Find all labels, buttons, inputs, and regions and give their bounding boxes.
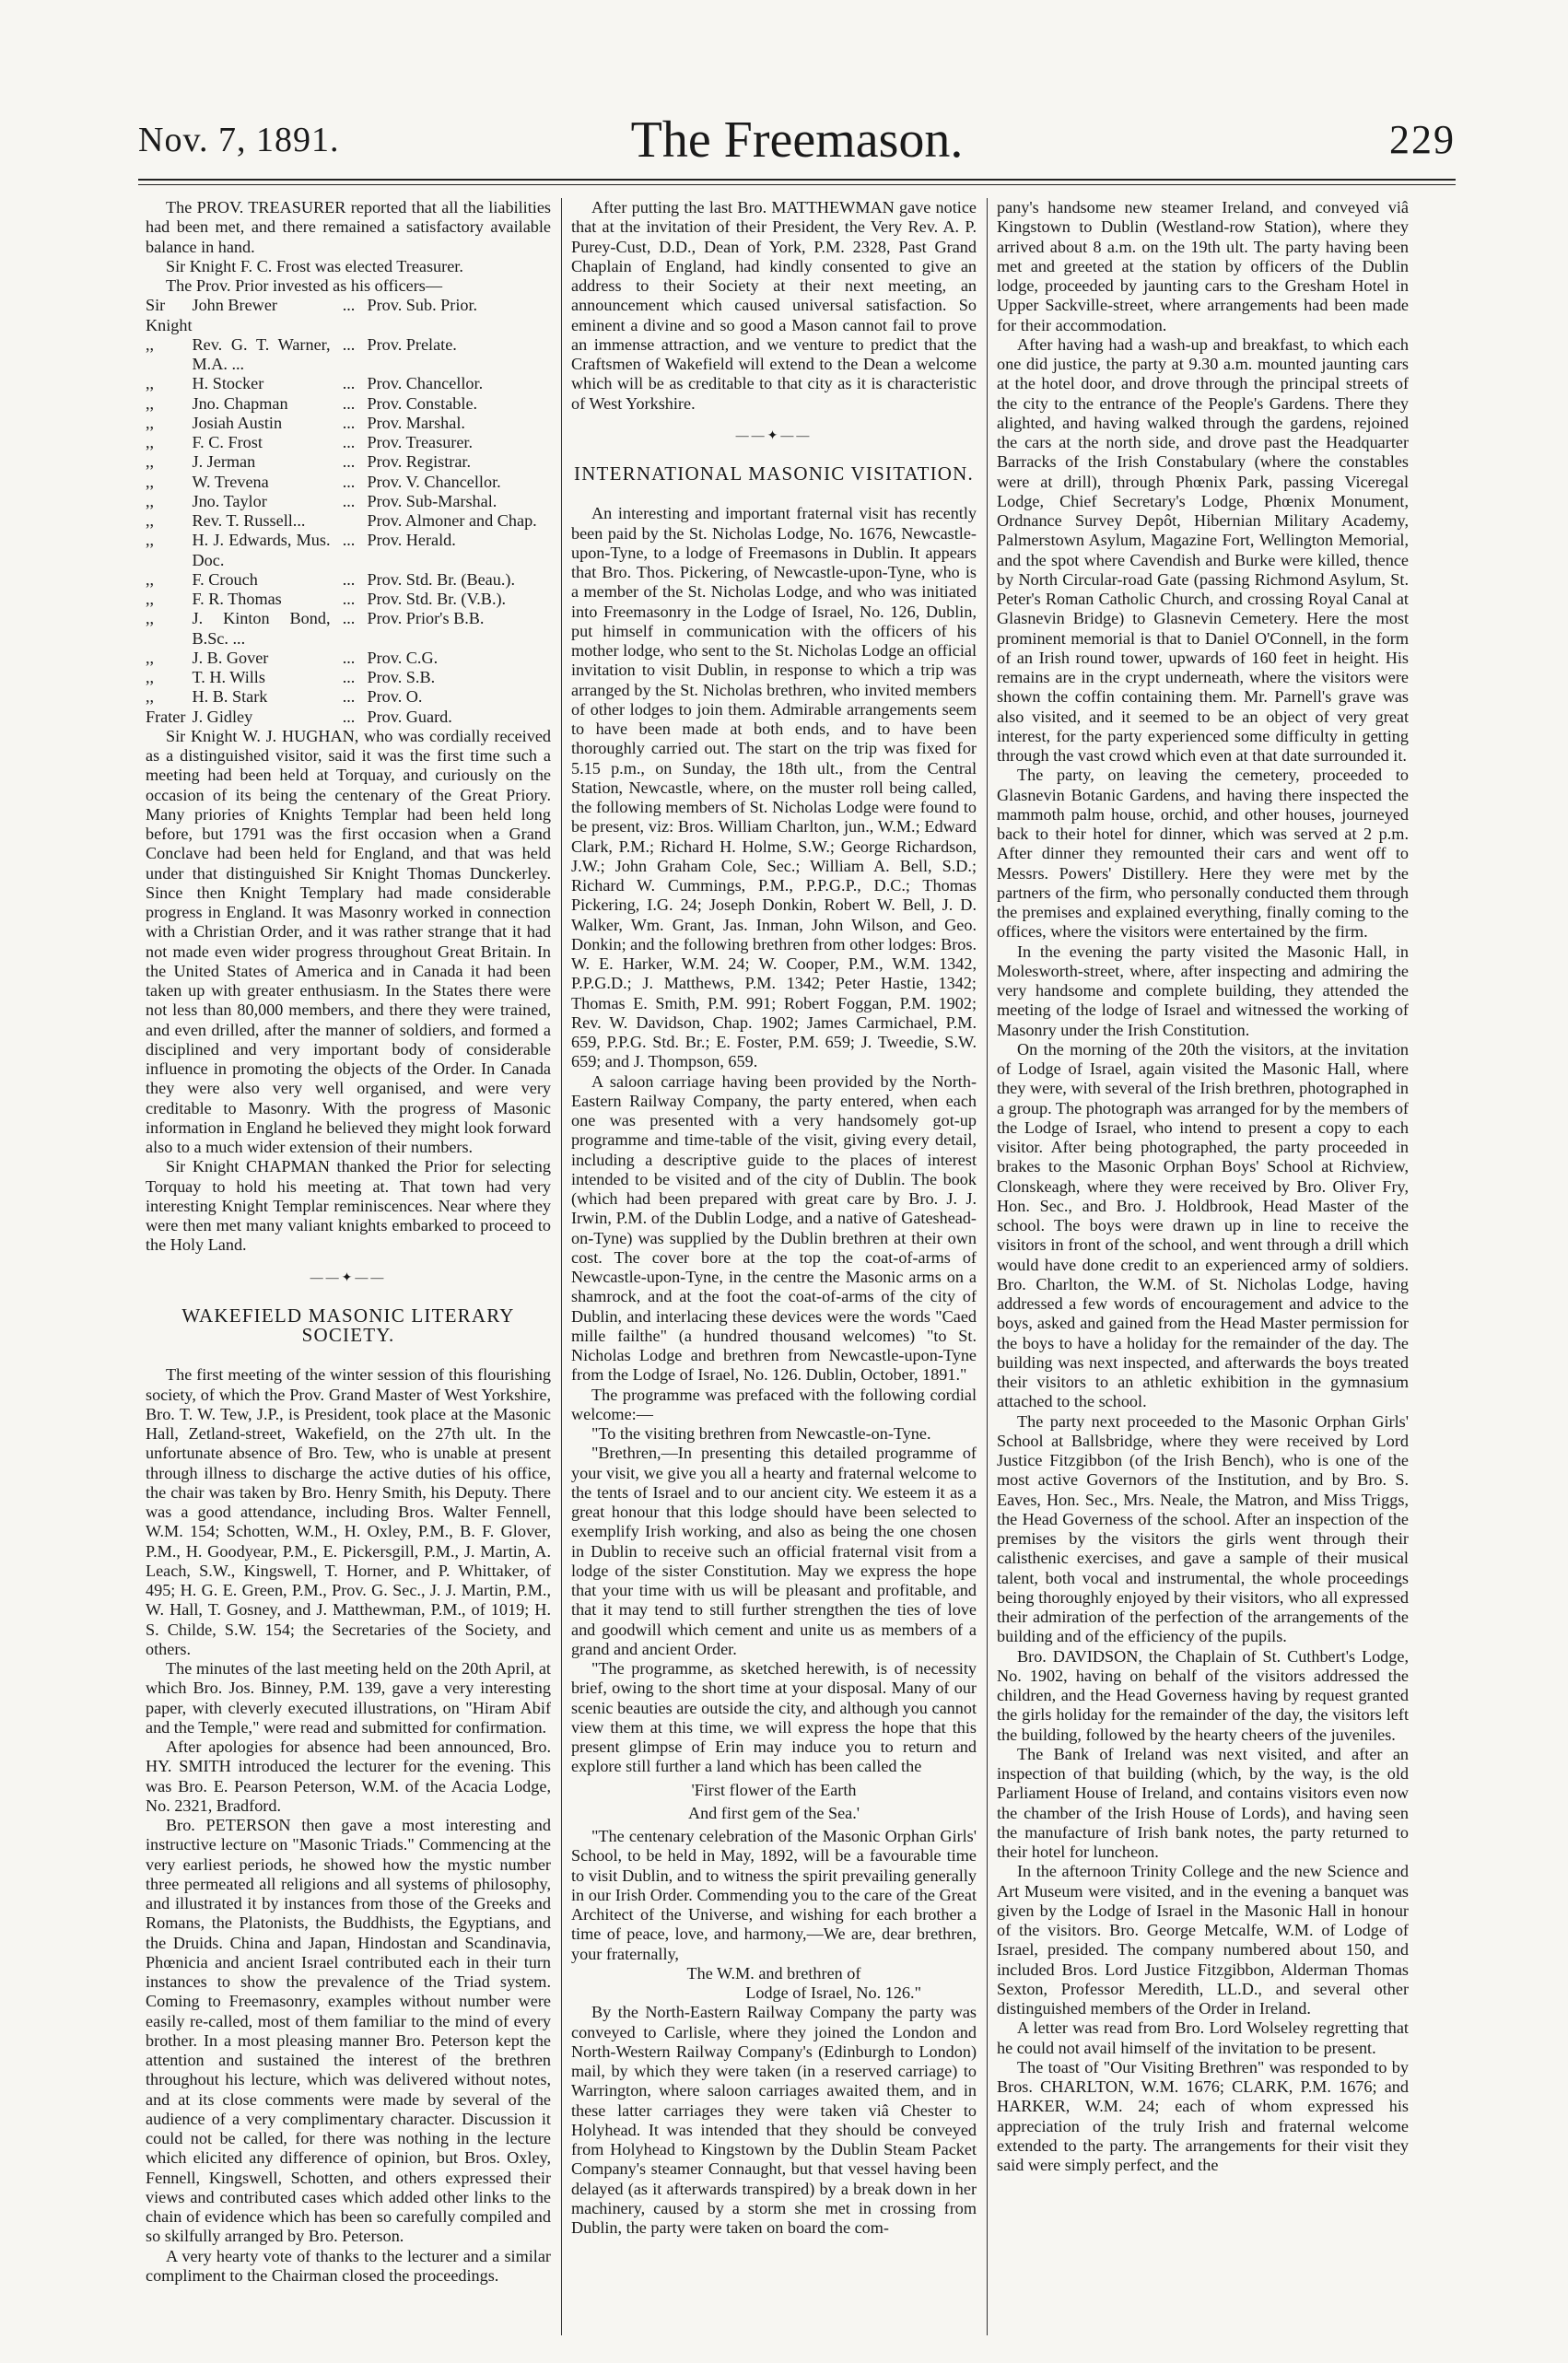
paragraph: The toast of "Our Visiting Brethren" was responded to by Bros. CHARLTON, W.M. 1676; CLARK, P.M. 1676; and HARKER, W.M. 24; each of whom expressed his appreciation of the truly Irish and fraternal welcome extended to the party. The arrangements for their visit they said were simply perfect, and the (997, 2057, 1409, 2174)
officer-name: W. Trevena (192, 472, 269, 491)
signoff-line: Lodge of Israel, No. 126." (745, 1983, 921, 2002)
officer-prefix: ,, (146, 668, 155, 686)
officer-prefix: ,, (146, 569, 155, 589)
paragraph: The party next proceeded to the Masonic Orphan Girls' School at Ballsbridge, where they were received by Lord Justice Fitzgibbon (of the Irish Bench), who is one of the most active Governors of the Institution, and by Bro. S. Eaves, Hon. Sec., Mrs. Neale, the Matron, and Miss Triggs, the Head Governess of the school. After an inspection of the premises by the visitors the girls went through their calisthenic exercises, and gave a sample of their musical talent, both vocal and instrumental, the whole proceedings being thoroughly enjoyed by their visitors, who all expressed their admiration of the perfection of the arrangements of the building and of the efficiency of the pupils. (997, 1411, 1409, 1646)
paragraph: An interesting and important fraternal visit has recently been paid by the St. Nicholas Lodge, No. 1676, Newcastle-upon-Tyne, to a lodge of Freemasons in Dublin. It appears that Bro. Thos. Pickering, of Newcastle-upon-Tyne, who is a member of the St. Nicholas Lodge, and who was initiated into Freemasonry in the Lodge of Israel, No. 126, Dublin, put himself in communication with the officers of his mother lodge, who sent to the St. Nicholas Lodge an official invitation to visit Dublin, in response to which a trip was arranged by the St. Nicholas brethren, who invited members of other lodges to join them. Admirable arrangements seem to have been made at both ends, and to have been thoroughly carried out. The start on the trip was fixed for 5.15 p.m., on Sunday, the 18th ult., from the Central Station, Newcastle, where, on the muster roll being called, the following members of St. Nicholas Lodge were found to be present, viz: Bros. William Charlton, jun., W.M.; Edward Clark, P.M.; Richard H. Holme, S.W.; George Richardson, J.W.; John Graham Cole, Sec.; William A. Bell, S.D.; Richard W. Cummings, P.M., P.P.G.P., D.C.; Thomas Pickering, I.G. 24; Joseph Donkin, Robert W. Bell, J. D. Walker, Wm. Grant, Jas. Inman, John Wilson, and Geo. Donkin; and the following brethren from other lodges: Bros. W. E. Harker, W.M. 24; W. Cooper, P.M., W.M. 1342, P.P.G.D.; J. Matthews, P.M. 1342; Peter Hastie, 1342; Thomas E. Smith, P.M. 991; Robert Foggan, P.M. 1902; Rev. W. Davidson, Chap. 1902; James Carmichael, P.M. 659, P.P.G. Std. Br.; E. Foster, P.M. 659; J. Tweedie, S.W. 659; and J. Thompson, 659. (571, 504, 977, 1071)
paragraph: In the evening the party visited the Masonic Hall, in Molesworth-street, where, after inspecting and admiring the very handsome and complete building, they attended the meeting of the lodge of Israel and witnessed the working of Masonry under the Irish Constitution. (997, 942, 1409, 1039)
officer-dots: ... (342, 569, 356, 589)
officer-name: F. R. Thomas (192, 590, 282, 608)
officer-prefix: ,, (146, 491, 155, 510)
officer-prefix: Sir Knight (146, 296, 193, 334)
officer-dots: ... (342, 491, 356, 510)
column-3 (997, 198, 1409, 2335)
officer-row (146, 374, 551, 393)
column-divider (561, 198, 562, 2335)
officer-dots: ... (342, 452, 356, 472)
officer-name: Josiah Austin (192, 413, 283, 432)
officer-prefix: ,, (146, 413, 155, 432)
officer-name: H. B. Stark (192, 687, 268, 707)
officer-row (146, 570, 551, 590)
officer-row (146, 609, 551, 649)
officers-list (146, 296, 551, 727)
paragraph: In the afternoon Trinity College and the new Science and Art Museum were visited, and in the evening a banquet was given by the Lodge of Israel in the Masonic Hall in honour of the visitors. Bro. George Metcalfe, W.M. of Lodge of Israel, presided. The company numbered about 150, and included Bros. Lord Justice Fitzgibbon, Alderman Thomas Sexton, Professor Meredith, LL.D., and several other distinguished members of the Order in Ireland. (997, 1862, 1409, 2018)
masthead-rule (138, 179, 1456, 181)
officer-dots (331, 511, 368, 531)
paragraph: "To the visiting brethren from Newcastle-on-Tyne. (591, 1424, 931, 1443)
paragraph: By the North-Eastern Railway Company the party was conveyed to Carlisle, where they joined the London and North-Western Railway Company's (Edinburgh to London) mail, by which they were taken (in a reserved carriage) to Warrington, where saloon carriages awaited them, and in these latter carriages they were taken viâ Chester to Holyhead. It was intended that they should be conveyed from Holyhead to Kingstown by the Dublin Steam Packet Company's steamer Connaught, but that vessel having been delayed (as it afterwards transpired) by a break down in her machinery, caused by a storm she met in crossing from Dublin, the party were taken on board the com- (571, 2003, 977, 2237)
officer-row (146, 414, 551, 433)
page-number: 229 (1389, 117, 1456, 162)
officer-row (146, 708, 551, 727)
column-2 (571, 198, 977, 2335)
officer-office: Prov. Prelate. (367, 334, 457, 354)
paragraph: The minutes of the last meeting held on the 20th April, at which Bro. Jos. Binney, P.M. 139, gave a very interesting paper, with cleverly executed illustrations, on "Hiram Abif and the Temple," were read and submitted for confirmation. (146, 1659, 551, 1737)
officer-name: Jno. Chapman (192, 393, 288, 413)
column-divider (987, 198, 988, 2335)
officer-office: Prov. Sub. Prior. (367, 296, 478, 315)
signoff-line: The W.M. and brethren of (686, 1963, 861, 1983)
officer-name: Jno. Taylor (192, 491, 267, 510)
paragraph: Sir Knight W. J. HUGHAN, who was cordially received as a distinguished visitor, said it was the first time such a meeting had been held at Torquay, and curiously on the occasion of its being the centenary of the Great Priory. Many priories of Knights Templar had been held long before, but 1791 was the first occasion when a Grand Conclave had been held for England, and that was held under that distinguished Sir Knight Thomas Dunckerley. Since then Knight Templary had made considerable progress in England. It was Masonry worked in connection with a Christian Order, and it was rather strange that it had not made even wider progress throughout Great Britain. In the United States of America and in Canada it had been taken up with greater enthusiasm. In the States there were not less than 80,000 members, and there they were trained, and even drilled, after the manner of soldiers, and formed a disciplined and very important body of considerable influence in promoting the objects of the Order. In Canada they were also very well organised, and were very creditable to Masonry. With the progress of Masonic information in England he believed they might look forward also to a much wider extension of their numbers. (146, 726, 551, 1156)
officer-prefix: ,, (146, 393, 155, 413)
officer-dots: ... (342, 707, 356, 726)
paragraph: Sir Knight CHAPMAN thanked the Prior for selecting Torquay to hold his meeting at. That town had very interesting Knight Templar reminiscences. Near where they were then met many valiant knights embarked to proceed to the Holy Land. (146, 1157, 551, 1255)
officer-office: Prov. C.G. (367, 648, 439, 667)
officer-row (146, 473, 551, 492)
paragraph: The PROV. TREASURER reported that all the liabilities had been met, and there remained a satisfactory available balance in hand. (146, 198, 551, 256)
officer-office: Prov. Std. Br. (V.B.). (367, 590, 507, 608)
officer-office: Prov. Constable. (367, 393, 478, 413)
verse-line: And first gem of the Sea.' (687, 1803, 860, 1822)
paragraph: Bro. PETERSON then gave a most interesting and instructive lecture on "Masonic Triads." Commencing at the very earliest periods, he showed how the mystic number three permeated all religions and all systems of philosophy, and illustrated it by instances from those of the Greeks and Romans, the Platonists, the Buddhists, the Egyptians, and the Druids. China and Japan, Hindostan and Scandinavia, Phœnicia and ancient Israel contributed each in their turn instances to show the prevalence of the Triad system. Coming to Freemasonry, examples without number were easily re-called, most of them familiar to the mind of every brother. In a most pleasing manner Bro. Peterson kept the attention and sustained the interest of the brethren throughout his lecture, which was delivered without notes, and at its close comments were made by several of the audience of a very complimentary character. Discussion it could not be called, for there was nothing in the lecture which elicited any difference of opinion, but Bros. Oxley, Fennell, Kingswell, Schotten, and others expressed their views and contributed cases which added other links to the chain of evidence which has been so carefully compiled and so skilfully arranged by Bro. Peterson. (146, 1816, 551, 2246)
paragraph: After apologies for absence had been announced, Bro. HY. SMITH introduced the lecturer for the evening. This was Bro. E. Pearson Peterson, W.M. of the Acacia Lodge, No. 2321, Bradford. (146, 1737, 551, 1815)
officer-office: Prov. Std. Br. (Beau.). (367, 569, 515, 589)
section-ornament: ——✦—— (310, 1270, 387, 1285)
paragraph: After putting the last Bro. MATTHEWMAN gave notice that at the invitation of their President, the Very Rev. A. P. Purey-Cust, D.D., Dean of York, P.M. 2328, Past Grand Chaplain of England, had kindly consented to give an address to their Society at their next meeting, an announcement which caused universal satisfaction. So eminent a divine and so good a Mason cannot fail to prove an immense attraction, and we venture to predict that the Craftsmen of Wakefield will extend to the Dean a welcome which will be as creditable to that city as it is characteristic of West Yorkshire. (571, 198, 977, 413)
officer-dots: ... (342, 374, 356, 393)
section-ornament: ——✦—— (735, 428, 813, 443)
officer-dots: ... (342, 648, 356, 667)
column-1 (146, 198, 551, 2335)
paragraph: On the morning of the 20th the visitors, at the invitation of Lodge of Israel, again visited the Masonic Hall, where they were, with several of the Irish brethren, photographed in a group. The photograph was arranged for by the members of the Lodge of Israel, who intend to present a copy to each visitor. After being photographed, the party proceeded in brakes to the Masonic Orphan Boys' School at Richview, Clonskeagh, where they were received by Bro. Oliver Fry, Hon. Sec., and Bro. J. Holdbrook, Head Master of the school. The boys were drawn up in line to receive the visitors in front of the school, and went through a drill which would have done credit to an experienced army of soldiers. Bro. Charlton, the W.M. of St. Nicholas Lodge, having addressed a few words of encouragement and advice to the boys, asked and gained from the Head Master permission for the boys to have a holiday for the remainder of the day. The building was next inspected, and afterwards the boys treated their visitors to an athletic exhibition in the gymnasium attached to the school. (997, 1039, 1409, 1411)
officer-office: Prov. Treasurer. (367, 433, 474, 451)
paragraph: The Prov. Prior invested as his officers— (166, 276, 443, 295)
officer-prefix: ,, (146, 648, 155, 667)
paragraph: A saloon carriage having been provided by the North-Eastern Railway Company, the party entered, when each one was presented with a very handsomely got-up programme and time-table of the visit, giving every detail, including a descriptive guide to the places of interest intended to be visited and of the city of Dublin. The book (which had been prepared with great care by Bro. J. J. Irwin, P.M. of the Dublin Lodge, and a native of Gateshead-on-Tyne) was supplied by the Dublin brethren at their own cost. The cover bore at the top the coat-of-arms of Newcastle-upon-Tyne, in the centre the Masonic arms on a shamrock, and at the foot the coat-of-arms of the city of Dublin, and interlacing these devices were the words "Caed mille failthe" (a hundred thousand welcomes) "to St. Nicholas Lodge and brethren from Newcastle-upon-Tyne from the Lodge of Israel, No. 126. Dublin, October, 1891." (571, 1071, 977, 1385)
officer-name: H. J. Edwards, Mus. Doc. (192, 531, 331, 569)
officer-office: Prov. V. Chancellor. (367, 472, 501, 491)
officer-dots: ... (342, 433, 356, 451)
officer-name: J. B. Gover (192, 648, 269, 667)
officer-dots: ... (342, 531, 356, 550)
officer-row (146, 687, 551, 707)
paragraph: A letter was read from Bro. Lord Wolseley regretting that he could not avail himself of the invitation to be present. (997, 2018, 1409, 2057)
paragraph: The party, on leaving the cemetery, proceeded to Glasnevin Botanic Gardens, and having there inspected the mammoth palm house, orchid, and other houses, journeyed back to their hotel for dinner, which was served at 2 p.m. After dinner they remounted their cars and went off to Messrs. Powers' Distillery. Here they were met by the partners of the firm, who personally conducted them through the premises and explained everything, finally coming to the offices, where the visitors were entertained by the firm. (997, 766, 1409, 942)
officer-office: Prov. Prior's B.B. (367, 609, 485, 628)
officer-dots: ... (342, 590, 356, 608)
officer-office: Prov. Herald. (367, 531, 456, 550)
visitation-article (571, 504, 977, 1776)
officer-prefix: ,, (146, 472, 155, 491)
officer-name: H. Stocker (192, 374, 264, 393)
officer-dots: ... (342, 472, 356, 491)
officer-prefix: ,, (146, 531, 155, 550)
officer-row (146, 531, 551, 570)
paragraph: "Brethren,—In presenting this detailed programme of your visit, we give you all a hearty and fraternal welcome to the tents of Israel and to our ancient city. We esteem it as a great honour that this lodge should have been selected to exemplify Irish working, and also as being the one chosen in Dublin to receive such an official fraternal visit from a lodge of the sister Constitution. May we express the hope that your time with us will be pleasant and profitable, and that it may tend to still further strengthen the ties of love and goodwill which cement and unite us as members of a grand and ancient Order. (571, 1444, 977, 1658)
officer-name: John Brewer (192, 296, 277, 315)
paragraph: "The centenary celebration of the Masonic Orphan Girls' School, to be held in May, 1892, will be a favourable time to visit Dublin, and to witness the spirit prevailing generally in our Irish Order. Commending you to the care of the Great Architect of the Universe, and wishing for each brother a time of peace, love, and harmony,—We are, dear brethren, your fraternally, (571, 1827, 977, 1963)
officer-row (146, 335, 551, 375)
officer-row (146, 394, 551, 414)
officer-prefix: ,, (146, 590, 155, 608)
officer-name: J. Jerman (192, 452, 256, 472)
paragraph: Sir Knight F. C. Frost was elected Treasurer. (166, 256, 463, 275)
masthead-rule-thin (138, 184, 1456, 185)
section-heading: WAKEFIELD MASONIC LITERARY SOCIETY. (181, 1304, 515, 1346)
visitation-article-continued (997, 198, 1409, 2175)
newspaper-title: The Freemason. (630, 111, 964, 169)
masthead (138, 111, 1456, 193)
officer-name: F. Crouch (192, 569, 258, 589)
officer-office: Prov. Marshal. (367, 413, 465, 432)
officer-dots: ... (342, 296, 356, 315)
officer-row (146, 590, 551, 609)
officer-row (146, 296, 551, 335)
issue-date: Nov. 7, 1891. (138, 121, 340, 159)
officer-dots: ... (342, 393, 356, 413)
paragraph: The Bank of Ireland was next visited, and after an inspection of that building (which, by the way, is the old Parliament House of Ireland, and contains visitors even now the chamber of the Irish House of Lords), and having seen the manufacture of Irish bank notes, the party returned to their hotel for luncheon. (997, 1744, 1409, 1861)
officer-office: Prov. Almoner and Chap. (367, 511, 537, 530)
officer-name: J. Gidley (192, 707, 253, 726)
paragraph: "The programme, as sketched herewith, is of necessity brief, owing to the short time at your disposal. Many of our scenic beauties are outside the city, and although you cannot view them at this time, we will express the hope that this present glimpse of Erin may induce you to return and explore still further a land which has been called the (571, 1659, 977, 1776)
officer-prefix: Frater (146, 707, 186, 726)
wakefield-article (146, 1365, 551, 2286)
officer-office: Prov. Chancellor. (367, 374, 484, 393)
officer-prefix: ,, (146, 452, 155, 472)
officer-office: Prov. Sub-Marshal. (367, 491, 497, 510)
officer-office: Prov. O. (367, 687, 423, 707)
paragraph: Bro. DAVIDSON, the Chaplain of St. Cuthbert's Lodge, No. 1902, having on behalf of the visitors addressed the children, and the Head Governess having by request granted the girls holiday for the remainder of the day, the visitors left the building, followed by the hearty cheers of the juveniles. (997, 1646, 1409, 1744)
officer-row (146, 668, 551, 687)
officer-row (146, 452, 551, 472)
section-heading: INTERNATIONAL MASONIC VISITATION. (574, 462, 974, 485)
officer-dots: ... (342, 609, 356, 628)
officer-office: Prov. Guard. (367, 707, 452, 726)
officer-name: Rev. T. Russell... (192, 511, 306, 530)
officer-prefix: ,, (146, 334, 155, 354)
officer-dots: ... (342, 668, 356, 686)
officer-row (146, 492, 551, 511)
paragraph: After having had a wash-up and breakfast, to which each one did justice, the party at 9.30 a.m. mounted jaunting cars at the hotel door, and drove through the principal streets of the city to the entrance of the People's Gardens. There they alighted, and having walked through the gardens, rejoined the cars at the north side, and drove past the Headquarter Barracks of the Irish Constabulary (where the constables were at drill), through Phœnix Park, passing Viceregal Lodge, Chief Secretary's Lodge, Phœnix Monument, Ordnance Survey Depôt, Hibernian Military Academy, Palmerstown Asylum, Magazine Fort, Wellington Memorial, and the spot where Cavendish and Burke were killed, thence by North Circular-road Gate (passing Richmond Asylum, St. Peter's Roman Catholic Church, and crossing Royal Canal at Glasnevin Bridge) to Glasnevin Cemetery. Here the most prominent memorial is that to Daniel O'Connell, in the form of an Irish round tower, upwards of 160 feet in height. His remains are in the crypt underneath, where the visitors were shown the coffin containing them. Mr. Parnell's grave was also visited, and it seemed to be an object of very great interest, for the party experienced some difficulty in getting through the vast crowd which even at that date surrounded it. (997, 334, 1409, 765)
officer-prefix: ,, (146, 511, 155, 530)
officer-prefix: ,, (146, 609, 155, 628)
officer-prefix: ,, (146, 433, 155, 451)
officer-name: Rev. G. T. Warner, M.A. ... (192, 334, 331, 373)
officer-dots: ... (342, 334, 356, 354)
officer-prefix: ,, (146, 687, 155, 707)
officer-row (146, 433, 551, 452)
officer-name: J. Kinton Bond, B.Sc. ... (192, 609, 331, 648)
officer-row (146, 511, 551, 531)
officer-row (146, 649, 551, 668)
verse-line: 'First flower of the Earth (691, 1780, 857, 1799)
paragraph: The first meeting of the winter session of this flourishing society, of which the Prov. Grand Master of West Yorkshire, Bro. T. W. Tew, J.P., is President, took place at the Masonic Hall, Zetland-street, Wakefield, on the 27th ult. In the unfortunate absence of Bro. Tew, who is unable at present through illness to discharge the active duties of his office, the chair was taken by Bro. Henry Smith, his Deputy. There was a good attendance, including Bros. Walter Fennell, W.M. 154; Schotten, W.M., H. Oxley, P.M., B. F. Glover, P.M., H. Goodyear, P.M., E. Pickersgill, P.M., J. Martin, A. Leach, S.W., Kingswell, T. Horner, and P. Whittaker, of 495; H. G. E. Green, P.M., Prov. G. Sec., J. J. Martin, P.M., W. Hall, T. Gosney, and J. Matthewman, P.M., of 1019; H. S. Childe, S.W. 154; the Secretaries of the Society, and others. (146, 1365, 551, 1658)
officer-dots: ... (342, 413, 356, 432)
officer-dots: ... (342, 687, 356, 707)
officer-office: Prov. S.B. (367, 668, 436, 686)
officer-name: F. C. Frost (192, 433, 263, 451)
paragraph: The programme was prefaced with the following cordial welcome:— (571, 1385, 977, 1423)
paragraph: A very hearty vote of thanks to the lecturer and a similar compliment to the Chairman closed the proceedings. (146, 2246, 551, 2285)
officer-office: Prov. Registrar. (367, 452, 471, 472)
officer-prefix: ,, (146, 374, 155, 393)
officer-name: T. H. Wills (192, 668, 265, 686)
paragraph: pany's handsome new steamer Ireland, and conveyed viâ Kingstown to Dublin (Westland-row Station), where they arrived about 8 a.m. on the 19th ult. The party having been met and greeted at the station by officers of the Dublin lodge, proceeded by jaunting cars to the Gresham Hotel in Upper Sackville-street, where arrangements had been made for their accommodation. (997, 198, 1409, 334)
